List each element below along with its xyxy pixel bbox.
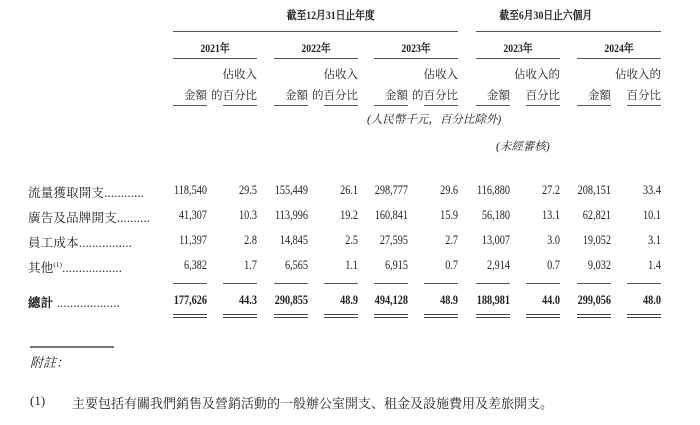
subtotal-rule [476,283,510,284]
cell-pct: 1.7 [244,258,257,272]
notes-divider [30,346,114,348]
col-header-pct-line2: 百分比 [626,90,661,102]
year-header-2023: 2023年 [401,43,431,55]
year-rule [173,58,257,59]
note-text: 主要包括有關我們銷售及營銷活動的一般辦公室開支、租金及設施費用及差旅開支。 [72,396,554,411]
cell-amount: 6,565 [284,258,308,272]
notes-title: 附註： [30,355,70,370]
cell-amount: 6,382 [183,258,207,272]
year-header-2021: 2021年 [200,43,230,55]
total-double-rule [526,314,560,318]
cell-amount: 13,007 [481,233,510,247]
subtotal-rule [374,283,408,284]
col-header-pct-line1: 佔收入 [323,69,358,81]
cell-pct: 13.1 [542,208,560,222]
col-rule [173,105,207,106]
cell-pct: 27.2 [542,183,560,197]
cell-pct: 26.1 [340,183,358,197]
row-label-staff-costs: 員工成本................ [28,236,133,250]
cell-pct: 44.3 [239,293,257,307]
year-header-h1-2023: 2023年 [503,43,533,55]
col-header-pct-line1: 佔收入的 [615,69,661,81]
cell-pct: 29.5 [239,183,257,197]
year-rule [274,58,358,59]
col-header-pct-line2: 的百分比 [412,90,458,102]
cell-pct: 10.1 [643,208,661,222]
cell-pct: 3.0 [547,233,560,247]
subtotal-rule [324,283,358,284]
cell-amount: 155,449 [274,183,308,197]
col-header-amount: 金額 [588,90,611,102]
cell-pct: 10.3 [239,208,257,222]
total-double-rule [577,314,611,318]
cell-amount: 14,845 [279,233,308,247]
year-header-2022: 2022年 [301,43,331,55]
col-header-pct-line1: 佔收入 [222,69,257,81]
cell-amount: 177,626 [173,293,207,307]
cell-amount: 113,996 [275,208,308,222]
year-rule [476,58,560,59]
cell-pct: 2.7 [445,233,458,247]
cell-pct: 1.1 [345,258,358,272]
group-header-interim: 截至6月30日止六個月 [499,10,593,22]
total-double-rule [173,314,207,318]
cell-pct: 2.8 [244,233,257,247]
cell-amount: 299,056 [577,293,611,307]
note-marker: (1) [30,393,46,408]
total-double-rule [627,314,661,318]
cell-pct: 48.9 [340,293,358,307]
group-rule-interim [476,31,661,32]
cell-amount: 494,128 [374,293,408,307]
row-label-total: 總計 ................... [28,296,120,310]
cell-pct: 0.7 [445,258,458,272]
col-header-amount: 金額 [285,90,308,102]
unaudited-note: (未經審核) [496,141,550,153]
year-rule [374,58,458,59]
subtotal-rule [274,283,308,284]
row-label-others: 其他$^{(1)}$.................. [28,260,123,275]
total-double-rule [223,314,257,318]
cell-pct: 3.1 [648,233,661,247]
cell-amount: 11,397 [179,233,207,247]
row-label-traffic-acquisition: 流量獲取開支............ [28,186,145,200]
col-rule [526,105,560,106]
cell-pct: 15.9 [440,208,458,222]
cell-amount: 208,151 [577,183,611,197]
subtotal-rule [223,283,257,284]
col-header-pct-line1: 佔收入 [423,69,458,81]
year-header-h1-2024: 2024年 [604,43,634,55]
cell-amount: 298,777 [374,183,408,197]
col-rule [223,105,257,106]
cell-amount: 188,981 [476,293,510,307]
row-label-advertising-branding: 廣告及品牌開支.......... [28,211,151,225]
year-rule [577,58,661,59]
col-rule [324,105,358,106]
total-double-rule [424,314,458,318]
cell-amount: 62,821 [582,208,611,222]
cell-pct: 48.9 [440,293,458,307]
cell-amount: 290,855 [274,293,308,307]
cell-amount: 2,914 [486,258,510,272]
subtotal-rule [526,283,560,284]
col-header-amount: 金額 [385,90,408,102]
subtotal-rule [577,283,611,284]
cell-pct: 2.5 [345,233,358,247]
cell-amount: 27,595 [379,233,408,247]
cell-pct: 33.4 [643,183,661,197]
cell-amount: 118,540 [174,183,207,197]
total-double-rule [324,314,358,318]
col-header-pct-line2: 的百分比 [211,90,257,102]
col-rule [476,105,510,106]
col-header-pct-line1: 佔收入的 [514,69,560,81]
cell-pct: 19.2 [340,208,358,222]
cell-pct: 0.7 [547,258,560,272]
cell-amount: 160,841 [374,208,408,222]
cell-pct: 1.4 [648,258,661,272]
cell-amount: 41,307 [178,208,207,222]
total-double-rule [374,314,408,318]
cell-amount: 6,915 [384,258,408,272]
total-double-rule [476,314,510,318]
subtotal-rule [424,283,458,284]
col-header-amount: 金額 [487,90,510,102]
cell-amount: 19,052 [582,233,611,247]
subtotal-rule [627,283,661,284]
unit-note: (人民幣千元，百分比除外) [367,114,502,126]
col-rule [627,105,661,106]
group-rule-annual [173,31,458,32]
col-rule [577,105,611,106]
cell-pct: 48.0 [643,293,661,307]
group-header-annual: 截至12月31日止年度 [286,10,375,22]
cell-amount: 116,880 [477,183,510,197]
col-header-pct-line2: 百分比 [525,90,560,102]
col-header-pct-line2: 的百分比 [312,90,358,102]
footnote-ref: (1) [53,260,63,269]
subtotal-rule [173,283,207,284]
total-double-rule [274,314,308,318]
col-header-amount: 金額 [184,90,207,102]
col-rule [424,105,458,106]
cell-amount: 9,032 [587,258,611,272]
cell-pct: 29.6 [440,183,458,197]
col-rule [274,105,308,106]
cell-pct: 44.0 [542,293,560,307]
col-rule [374,105,408,106]
cell-amount: 56,180 [481,208,510,222]
